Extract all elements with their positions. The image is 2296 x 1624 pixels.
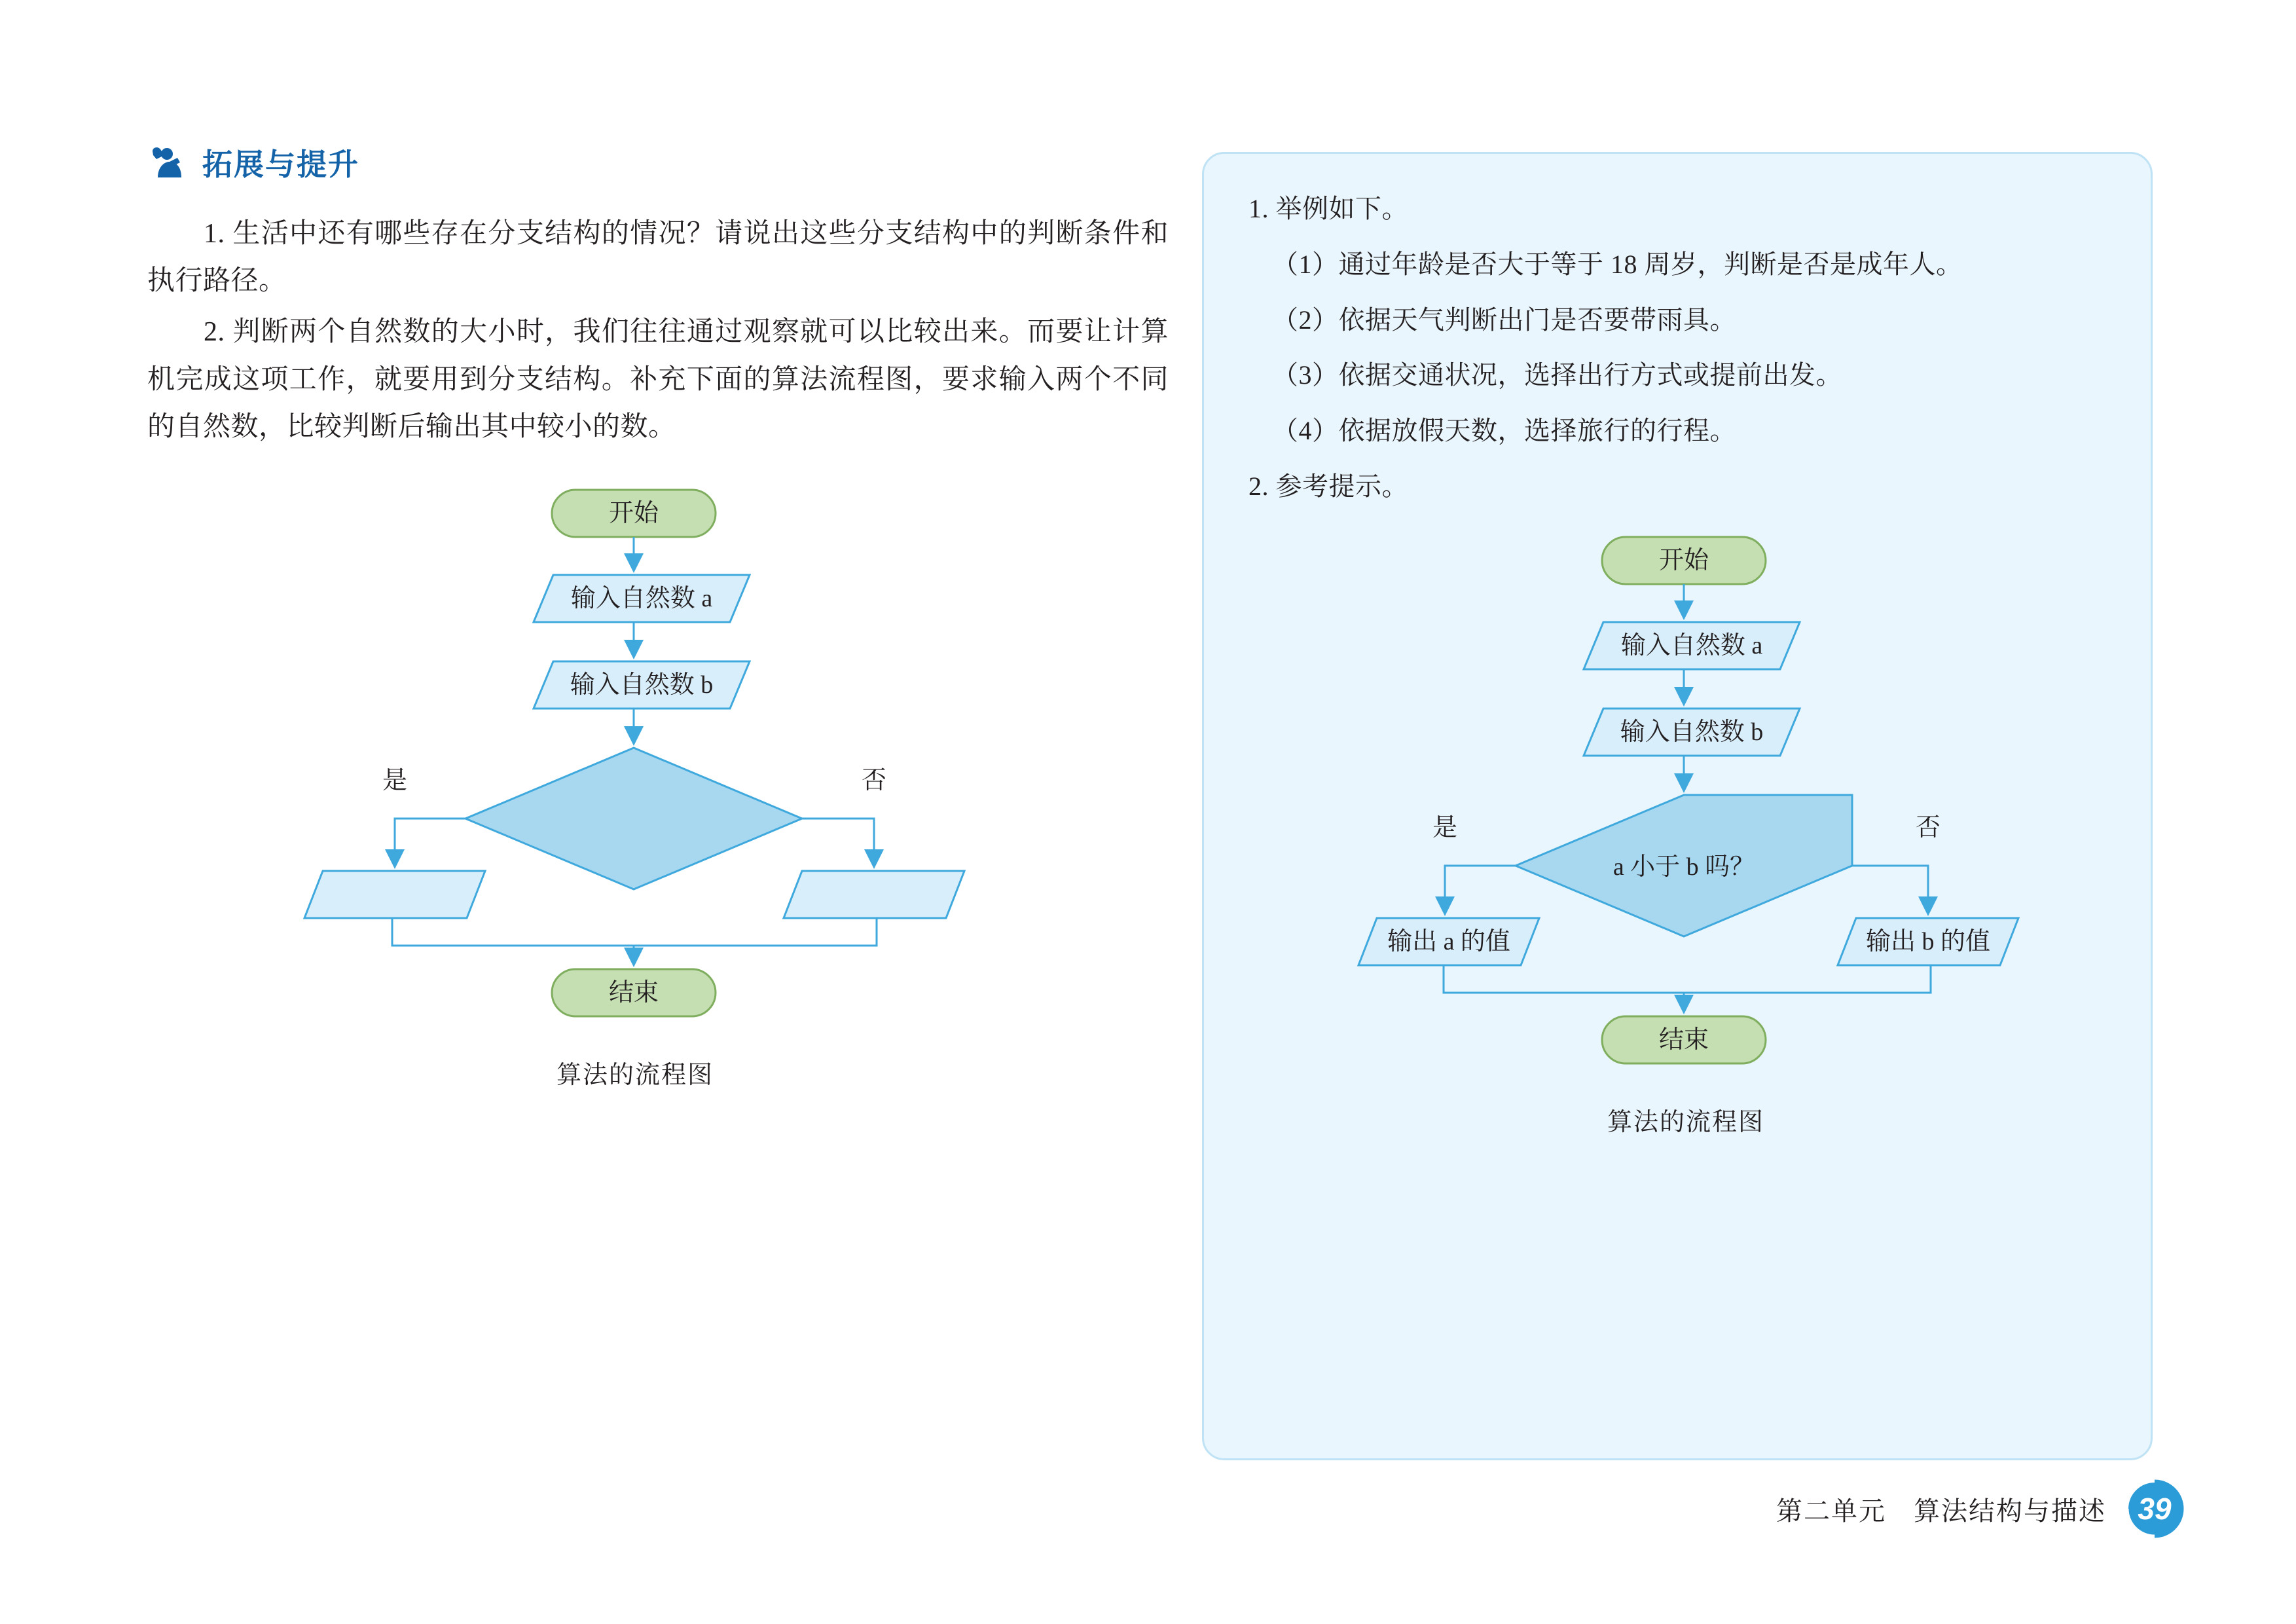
page-footer: [1776, 1477, 2186, 1540]
answer-line-2: 2. 参考提示。: [1248, 471, 1408, 501]
right-flow-output-right: 输出 b 的值: [1865, 927, 1991, 955]
answer-sub-4: （4）依据放假天数，选择旅行的行程。: [1272, 416, 1736, 446]
right-flow-yes-label: 是: [1432, 813, 1458, 841]
answer-line-1: 1. 举例如下。: [1248, 194, 1408, 223]
right-flow-caption: 算法的流程图: [1607, 1108, 1764, 1136]
answer-panel-content: [1248, 188, 2119, 1137]
right-flow-start: 开始: [1658, 546, 1709, 574]
right-flow-input-a: 输入自然数 a: [1620, 631, 1763, 659]
right-flow-output-left: 输出 a 的值: [1387, 927, 1510, 955]
page-number-badge: [2123, 1477, 2186, 1540]
answer-sub-1: （1）通过年龄是否大于等于 18 周岁，判断是否是成年人。: [1272, 249, 1963, 279]
paragraph-item-2: [147, 308, 1169, 451]
section-header: [147, 141, 1169, 184]
right-flow-end: 结束: [1658, 1025, 1709, 1054]
paragraph-item-1-text: 1. 生活中还有哪些存在分支结构的情况？请说出这些分支结构中的判断条件和执行路径。: [147, 219, 1169, 297]
answer-sub-3: （3）依据交通状况，选择出行方式或提前出发。: [1272, 360, 1842, 390]
answer-sub-2: （2）依据天气判断出门是否要带雨具。: [1272, 304, 1736, 335]
left-flow-yes-label: 是: [382, 767, 408, 795]
answer-panel: [1202, 152, 2153, 1460]
right-flow-no-label: 否: [1915, 813, 1941, 841]
left-flowchart: [147, 478, 1169, 1090]
section-title: 拓展与提升: [202, 147, 359, 181]
footer-unit-text: 第二单元 算法结构与描述: [1776, 1496, 2106, 1526]
left-flow-no-label: 否: [861, 767, 887, 795]
paragraph-item-2-text: 2. 判断两个自然数的大小时，我们往往通过观察就可以比较出来。而要让计算机完成这项工作，就要用到分支结构。补充下面的算法流程图，要求输入两个不同的自然数，比较判断后输出其中较小的数。: [147, 317, 1169, 442]
right-flow-decision: a 小于 b 吗？: [1613, 853, 1755, 881]
left-flow-input-b: 输入自然数 b: [570, 671, 714, 699]
person-speaking-icon: [147, 142, 188, 183]
left-flow-input-a: 输入自然数 a: [570, 585, 713, 613]
left-column: [147, 141, 1169, 1090]
left-flow-caption: 算法的流程图: [556, 1061, 714, 1090]
left-flow-end: 结束: [608, 979, 659, 1007]
page-number: 39: [2138, 1492, 2172, 1526]
paragraph-item-1: [147, 210, 1169, 304]
right-flow-input-b: 输入自然数 b: [1620, 718, 1764, 746]
right-flowchart: [1248, 525, 2119, 1137]
left-flow-start: 开始: [608, 500, 659, 528]
